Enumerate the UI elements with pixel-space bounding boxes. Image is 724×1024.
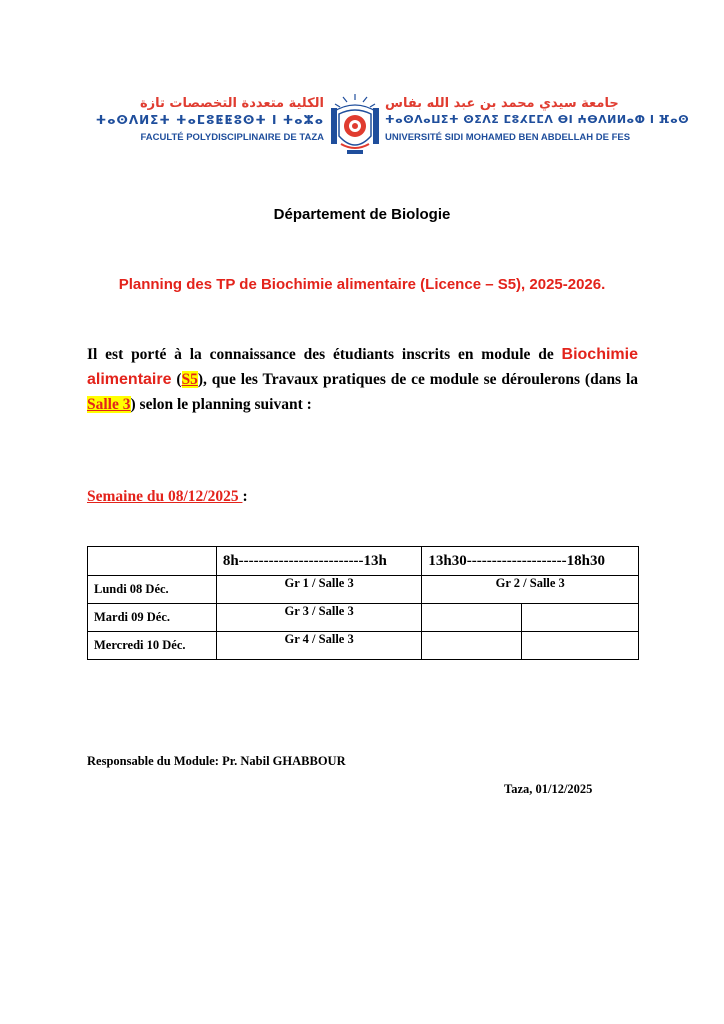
planning-title: Planning des TP de Biochimie alimentaire (Licence – S5), 2025-2026.	[118, 276, 606, 293]
empty-slot	[522, 632, 639, 660]
department-title: Département de Biologie	[273, 206, 451, 223]
table-header-row	[88, 547, 639, 576]
schedule-table	[87, 546, 639, 660]
afternoon-slot	[422, 632, 522, 660]
week-colon: :	[242, 488, 248, 505]
university-header	[385, 96, 690, 144]
university-emblem-icon	[327, 92, 383, 158]
faculty-header	[88, 96, 324, 144]
faculty-french-name: FACULTÉ POLYDISCIPLINAIRE DE TAZA	[140, 132, 324, 143]
faculty-tifinagh-name: ⵜⴰⵙⴷⵍⵉⵜ ⵜⴰⵎⵓⵟⵟⵓⵙⵜ ⵏ ⵜⴰⵣⴰ	[95, 113, 324, 127]
university-arabic-name: جامعة سيدي محمد بن عبد الله بفاس	[385, 96, 619, 111]
morning-slot: Gr 3 / Salle 3	[216, 604, 422, 632]
table-row	[88, 604, 639, 632]
afternoon-slot: Gr 2 / Salle 3	[422, 576, 639, 604]
day-cell: Mardi 09 Déc.	[88, 604, 217, 632]
morning-slot: Gr 1 / Salle 3	[216, 576, 422, 604]
week-label: Semaine du 08/12/2025	[87, 488, 243, 505]
table-row	[88, 632, 639, 660]
module-responsible: Responsable du Module: Pr. Nabil GHABBOUR	[87, 754, 346, 768]
paragraph-text-1: Il est porté à la connaissance des étudiants inscrits en module de	[87, 346, 562, 363]
week-heading	[87, 488, 248, 506]
semester-highlight: S5	[181, 371, 198, 388]
university-tifinagh-name: ⵜⴰⵙⴷⴰⵡⵉⵜ ⵙⵉⴷⵉ ⵎⵓⵃⵎⵎⴷ ⴱⵏ ⵄⴱⴷⵍⵍⴰⵀ ⵏ ⴼⴰⵙ	[385, 113, 690, 126]
faculty-arabic-name: الكلية متعددة التخصصات تازة	[139, 96, 324, 111]
paragraph-text-4: ) selon le planning suivant :	[130, 396, 312, 413]
morning-header: 8h-------------------------13h	[216, 547, 422, 576]
room-highlight: Salle 3	[87, 396, 131, 413]
announcement-paragraph	[87, 342, 638, 417]
morning-slot: Gr 4 / Salle 3	[216, 632, 422, 660]
afternoon-slot	[422, 604, 522, 632]
place-and-date: Taza, 01/12/2025	[504, 782, 593, 796]
table-row	[88, 576, 639, 604]
empty-slot	[522, 604, 639, 632]
paragraph-text-3: ), que les Travaux pratiques de ce module se déroulerons (dans la	[197, 371, 638, 388]
university-french-name: UNIVERSITÉ SIDI MOHAMED BEN ABDELLAH DE FES	[385, 132, 631, 143]
day-cell: Lundi 08 Déc.	[88, 576, 217, 604]
day-cell: Mercredi 10 Déc.	[88, 632, 217, 660]
module-name: Biochimie alimentaire	[87, 346, 638, 388]
table-corner-cell	[88, 547, 217, 576]
paragraph-text-2: (	[171, 371, 182, 388]
afternoon-header: 13h30--------------------18h30	[422, 547, 639, 576]
